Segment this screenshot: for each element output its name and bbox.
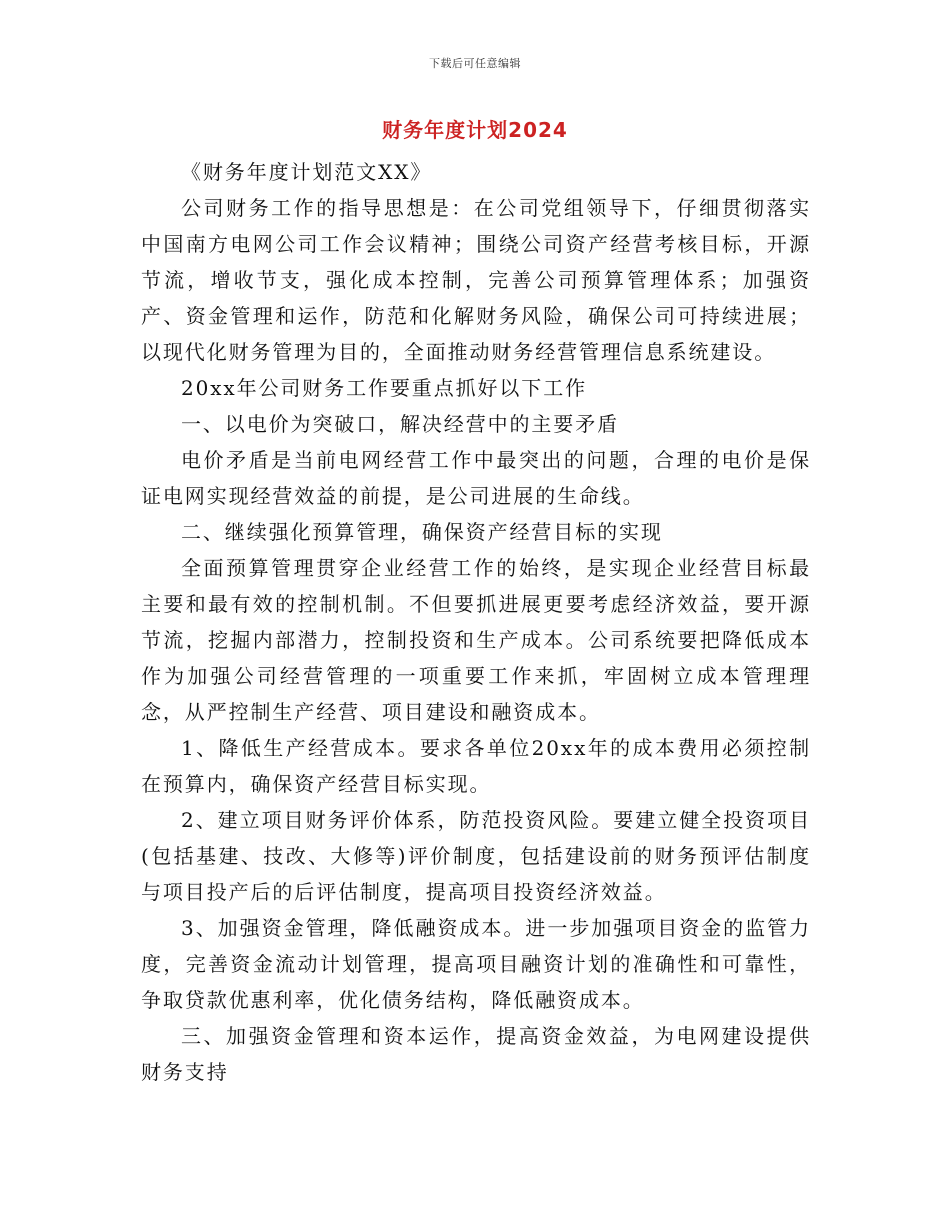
paragraph-electricity-price: 电价矛盾是当前电网经营工作中最突出的问题，合理的电价是保证电网实现经营效益的前提，是公司进展的生命线。 xyxy=(141,448,811,508)
list-item-2: 2、建立项目财务评价体系，防范投资风险。要建立健全投资项目(包括基建、技改、大修等)评价制度，包括建设前的财务预评估制度与项目投产后的后评估制度，提高项目投资经济效益。 xyxy=(141,808,811,904)
document-body xyxy=(141,154,811,1090)
list-item-3: 3、加强资金管理，降低融资成本。进一步加强项目资金的监管力度，完善资金流动计划管理，提高项目融资计划的准确性和可靠性，争取贷款优惠利率，优化债务结构，降低融资成本。 xyxy=(141,916,811,1012)
list-item-1: 1、降低生产经营成本。要求各单位20xx年的成本费用必须控制在预算内，确保资产经营目标实现。 xyxy=(141,736,811,796)
paragraph-budget-management: 全面预算管理贯穿企业经营工作的始终，是实现企业经营目标最主要和最有效的控制机制。不但要抓进展更要考虑经济效益，要开源节流，挖掘内部潜力，控制投资和生产成本。公司系统要把降低成本作为加强公司经营管理的一项重要工作来抓，牢固树立成本管理理念，从严控制生产经营、项目建设和融资成本。 xyxy=(141,556,811,724)
paragraph-source: 《财务年度计划范文XX》 xyxy=(181,160,433,184)
document-title: 财务年度计划2024 xyxy=(382,118,568,142)
paragraph-work-focus: 20xx年公司财务工作要重点抓好以下工作 xyxy=(181,376,588,400)
section-heading-2: 二、继续强化预算管理，确保资产经营目标的实现 xyxy=(181,520,663,544)
paragraph-guiding-idea: 公司财务工作的指导思想是：在公司党组领导下，仔细贯彻落实中国南方电网公司工作会议精神；围绕公司资产经营考核目标，开源节流，增收节支，强化成本控制，完善公司预算管理体系；加强资产、资金管理和运作，防范和化解财务风险，确保公司可持续进展；以现代化财务管理为目的，全面推动财务经营管理信息系统建设。 xyxy=(141,196,811,364)
section-heading-1: 一、以电价为突破口，解决经营中的主要矛盾 xyxy=(181,412,619,436)
section-heading-3: 三、加强资金管理和资本运作，提高资金效益，为电网建设提供财务支持 xyxy=(141,1024,811,1084)
page-header: 下载后可任意编辑 xyxy=(429,57,521,70)
